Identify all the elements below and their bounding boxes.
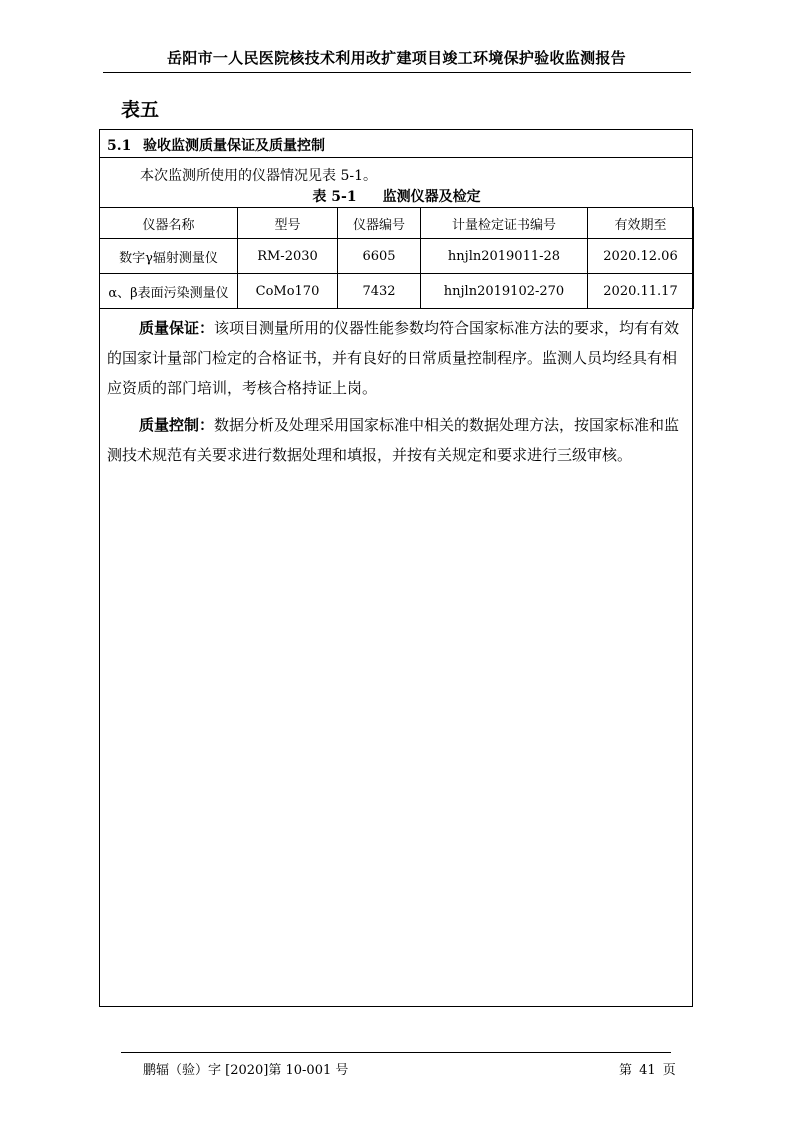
instrument-name: α、β表面污染测量仪 — [100, 274, 238, 309]
quality-assurance-lead: 质量保证： — [139, 319, 215, 337]
instrument-number: 6605 — [338, 239, 421, 274]
table-row — [100, 274, 694, 309]
footer-doc-id: 鹏辐（验）字 [2020]第 10-001 号 — [143, 1063, 349, 1078]
column-header: 仪器名称 — [100, 208, 238, 239]
table-row — [100, 239, 694, 274]
footer-rule — [121, 1052, 671, 1053]
instrument-model: RM-2030 — [238, 239, 338, 274]
certificate-number: hnjln2019102-270 — [421, 274, 588, 309]
column-header: 仪器编号 — [338, 208, 421, 239]
section-heading — [107, 135, 325, 155]
table-header-row — [100, 208, 694, 239]
section-intro: 本次监测所使用的仪器情况见表 5-1。 — [140, 168, 377, 184]
table-label: 表五 — [121, 99, 160, 121]
valid-until: 2020.11.17 — [588, 274, 694, 309]
quality-assurance-paragraph — [107, 313, 691, 403]
column-header: 型号 — [238, 208, 338, 239]
section-rule — [99, 157, 693, 158]
quality-control-text: 数据分析及处理采用国家标准中相关的数据处理方法，按国家标准和监测技术规范有关要求进行数据处理和填报，并按有关规定和要求进行三级审核。 — [107, 416, 680, 464]
table-caption-number: 表 5-1 — [312, 189, 357, 205]
column-header: 有效期至 — [588, 208, 694, 239]
section-number: 5.1 — [107, 138, 132, 154]
certificate-number: hnjln2019011-28 — [421, 239, 588, 274]
section-title: 验收监测质量保证及质量控制 — [143, 138, 325, 154]
quality-control-paragraph — [107, 410, 691, 470]
instrument-table — [99, 207, 694, 309]
instrument-model: CoMo170 — [238, 274, 338, 309]
instrument-number: 7432 — [338, 274, 421, 309]
instrument-name: 数字γ辐射测量仪 — [100, 239, 238, 274]
valid-until: 2020.12.06 — [588, 239, 694, 274]
table-caption-title: 监测仪器及检定 — [382, 189, 481, 205]
column-header: 计量检定证书编号 — [421, 208, 588, 239]
footer-page-number: 第 41 页 — [619, 1063, 676, 1078]
report-header-title: 岳阳市一人民医院核技术利用改扩建项目竣工环境保护验收监测报告 — [166, 49, 626, 67]
quality-control-lead: 质量控制： — [139, 416, 215, 434]
header-rule — [103, 72, 691, 73]
table-caption — [0, 186, 793, 206]
quality-assurance-text: 该项目测量所用的仪器性能参数均符合国家标准方法的要求，均有有效的国家计量部门检定的合格证书，并有良好的日常质量控制程序。监测人员均经具有相应资质的部门培训，考核合格持证上岗。 — [107, 319, 680, 397]
